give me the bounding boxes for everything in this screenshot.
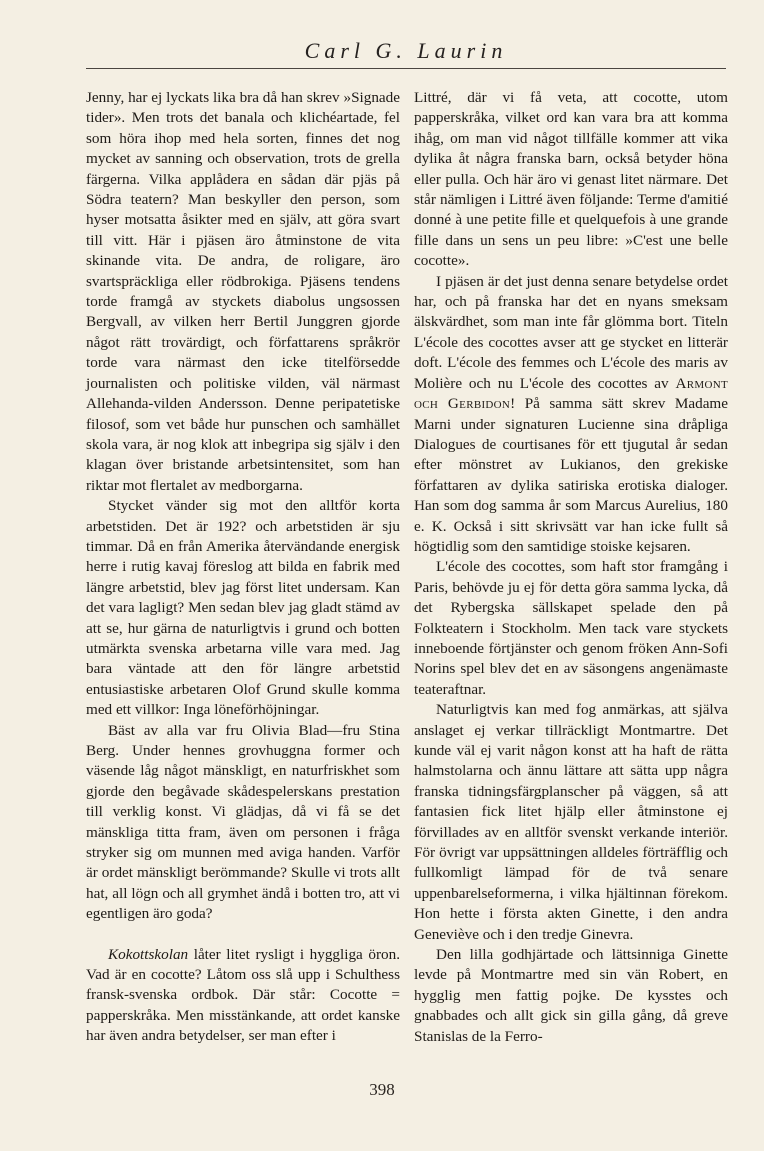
authors-small-caps: Armont och Gerbidon bbox=[414, 374, 728, 413]
left-paragraph-4-text: låter litet rysligt i hyggliga öron. Vad är en cocotte? Låtom oss slå upp i Schulthess fransk-svenska ordbok. Där står: Cocotte = papperskråka. Men misstänkande, att ordet kanske har även andra betydelser, ser man efter i bbox=[86, 945, 400, 1045]
header-rule bbox=[86, 68, 726, 69]
running-head: Carl G. Laurin bbox=[304, 38, 508, 63]
play-title-kokottskolan: Kokottskolan bbox=[108, 945, 189, 963]
right-paragraph-2-text-b: ! På samma sätt skrev Madame Marni under signaturen Lucienne sina dråpliga Dialogues de courtisanes för ett tjugutal år sedan efter mönstret av Lukianos, den grekiske författaren av dylika satiriska erotiska dialoger. Han som dog samma år som Marcus Aurelius, 180 e. K. Också i sitt skrivsätt var han icke fullt så högtidlig som den samtidige stoiske kejsaren. bbox=[414, 395, 728, 555]
left-column bbox=[86, 88, 400, 1047]
right-paragraph-1: Littré, där vi få veta, att cocotte, utom papperskråka, vilket ord kan vara bra att komma ihåg, om man vid något tillfälle kommer att vika dylika åt några franska barn, också betyder höna eller pulla. Och här äro vi genast litet närmare. Det står nämligen i Littré även följande: Terme d'amitié donné à une petite fille et quelquefois à une grande fille dans un sens un peu libre: »C'est une belle cocotte». bbox=[414, 89, 728, 270]
right-column bbox=[414, 88, 728, 1047]
right-paragraph-3: L'école des cocottes, som haft stor framgång i Paris, behövde ju ej för detta göra samma lycka, då det Rybergska sällskapet spelade den på Folkteatern i Stockholm. Men tack vare styckets inneboende förtjänster och genom fröken Ann-Sofi Norins spel blev det en av säsongens angenämaste teateraftnar. bbox=[414, 558, 728, 698]
right-paragraph-2 bbox=[414, 272, 728, 558]
left-paragraph-2: Stycket vänder sig mot den alltför korta arbetstiden. Det är 192? och arbetstiden är sju timmar. Då en från Amerika återvändande energisk herre i rutig kavaj föreslog att bilda en fabrik med längre arbetstid, blev jag först litet undersam. Kan det vara lagligt? Men sedan blev jag gladt stämd av att se, hur gärna de naturligtvis i grund och botten utmärkta svenska arbetarna ville vara med. Jag bara väntade att den för längre arbetstid entusiastiske arbetaren Olof Grund skulle komma med ett villkor: Inga löneförhöjningar. bbox=[86, 497, 400, 719]
left-paragraph-3: Bäst av alla var fru Olivia Blad—fru Stina Berg. Under hennes grovhuggna former och väsende låg något mänskligt, en naturfriskhet som gjorde den begåvade skådespelerskans prestation till verklig konst. Vi glädjas, då vi få se det mänskliga titta fram, även om personen i fråga stryker sig om munnen med aviga handen. Varför är ordet mänskligt berömmande? Skulle vi trots allt hat, all lögn och all grymhet ändå i botten tro, att vi egentligen äro goda? bbox=[86, 721, 400, 923]
right-paragraph-5: Den lilla godhjärtade och lättsinniga Ginette levde på Montmartre med sin vän Robert, en hygglig men fattig pojke. De kysstes och gnabbades och allt gick sin gilla gång, då greve Stanislas de la Ferro- bbox=[414, 946, 728, 1045]
left-paragraph-4 bbox=[86, 945, 400, 1047]
left-paragraph-1: Jenny, har ej lyckats lika bra då han skrev »Signade tider». Men trots det banala och klichéartade, fel som höra ihop med hela sorten, finnes det nog mycket av sanning och observation, trots de grella färgerna. Vilka applådera en sådan där pjäs på Södra teatern? Man beskyller den person, som hyser motsatta åsikter med en själv, att göra svart till vitt. Här i pjäsen äro åtminstone de vita skinande vita. De andra, de roligare, äro svartspräckliga eller rödbrokiga. Pjäsens tendens torde framgå av styckets diabolus ungsossen Bergvall, av vilken herr Bertil Junggren gjorde något rätt trovärdigt, och författarens språkrör torde vara närmast den icke titelförsedde journalisten och politiske vilden, väl närmast Allehanda-vilden Andersson. Denne peripatetiske filosof, som vet både hur punschen och samhället skola vara, är nog klok att inbegripa sig själv i den klagan över bristande arbetsintensitet, som han riktar mot flertalet av medborgarna. bbox=[86, 89, 400, 494]
right-paragraph-4: Naturligtvis kan med fog anmärkas, att själva anslaget ej verkar tillräckligt Montmartre. Det kunde väl ej varit någon konst att ha haft de rätta halmstolarna och ännu lättare att sätta upp några franska tidningsfärgplanscher på väggen, så att fantasien fick litet hjälp eller åtminstone ej förvillades av en alltför svenskt verkande interiör. För övrigt var uppsättningen alldeles förträfflig och fullkomligt lämpad för de två senare uppenbarelseformerna, i vilka hjältinnan förekom. Hon hette i första akten Ginette, i den andra Geneviève och i den tredje Ginevra. bbox=[414, 701, 728, 943]
right-paragraph-2-text-a: I pjäsen är det just denna senare betydelse ordet har, och på franska har det en nyans smeksam älskvärdhet, som man inte får glömma bort. Titeln L'école des cocottes avser att ge stycket en litterär doft. L'école des femmes och L'école des maris av Molière och nu L'école des cocottes av bbox=[414, 272, 728, 392]
page-number: 398 bbox=[369, 1080, 395, 1099]
